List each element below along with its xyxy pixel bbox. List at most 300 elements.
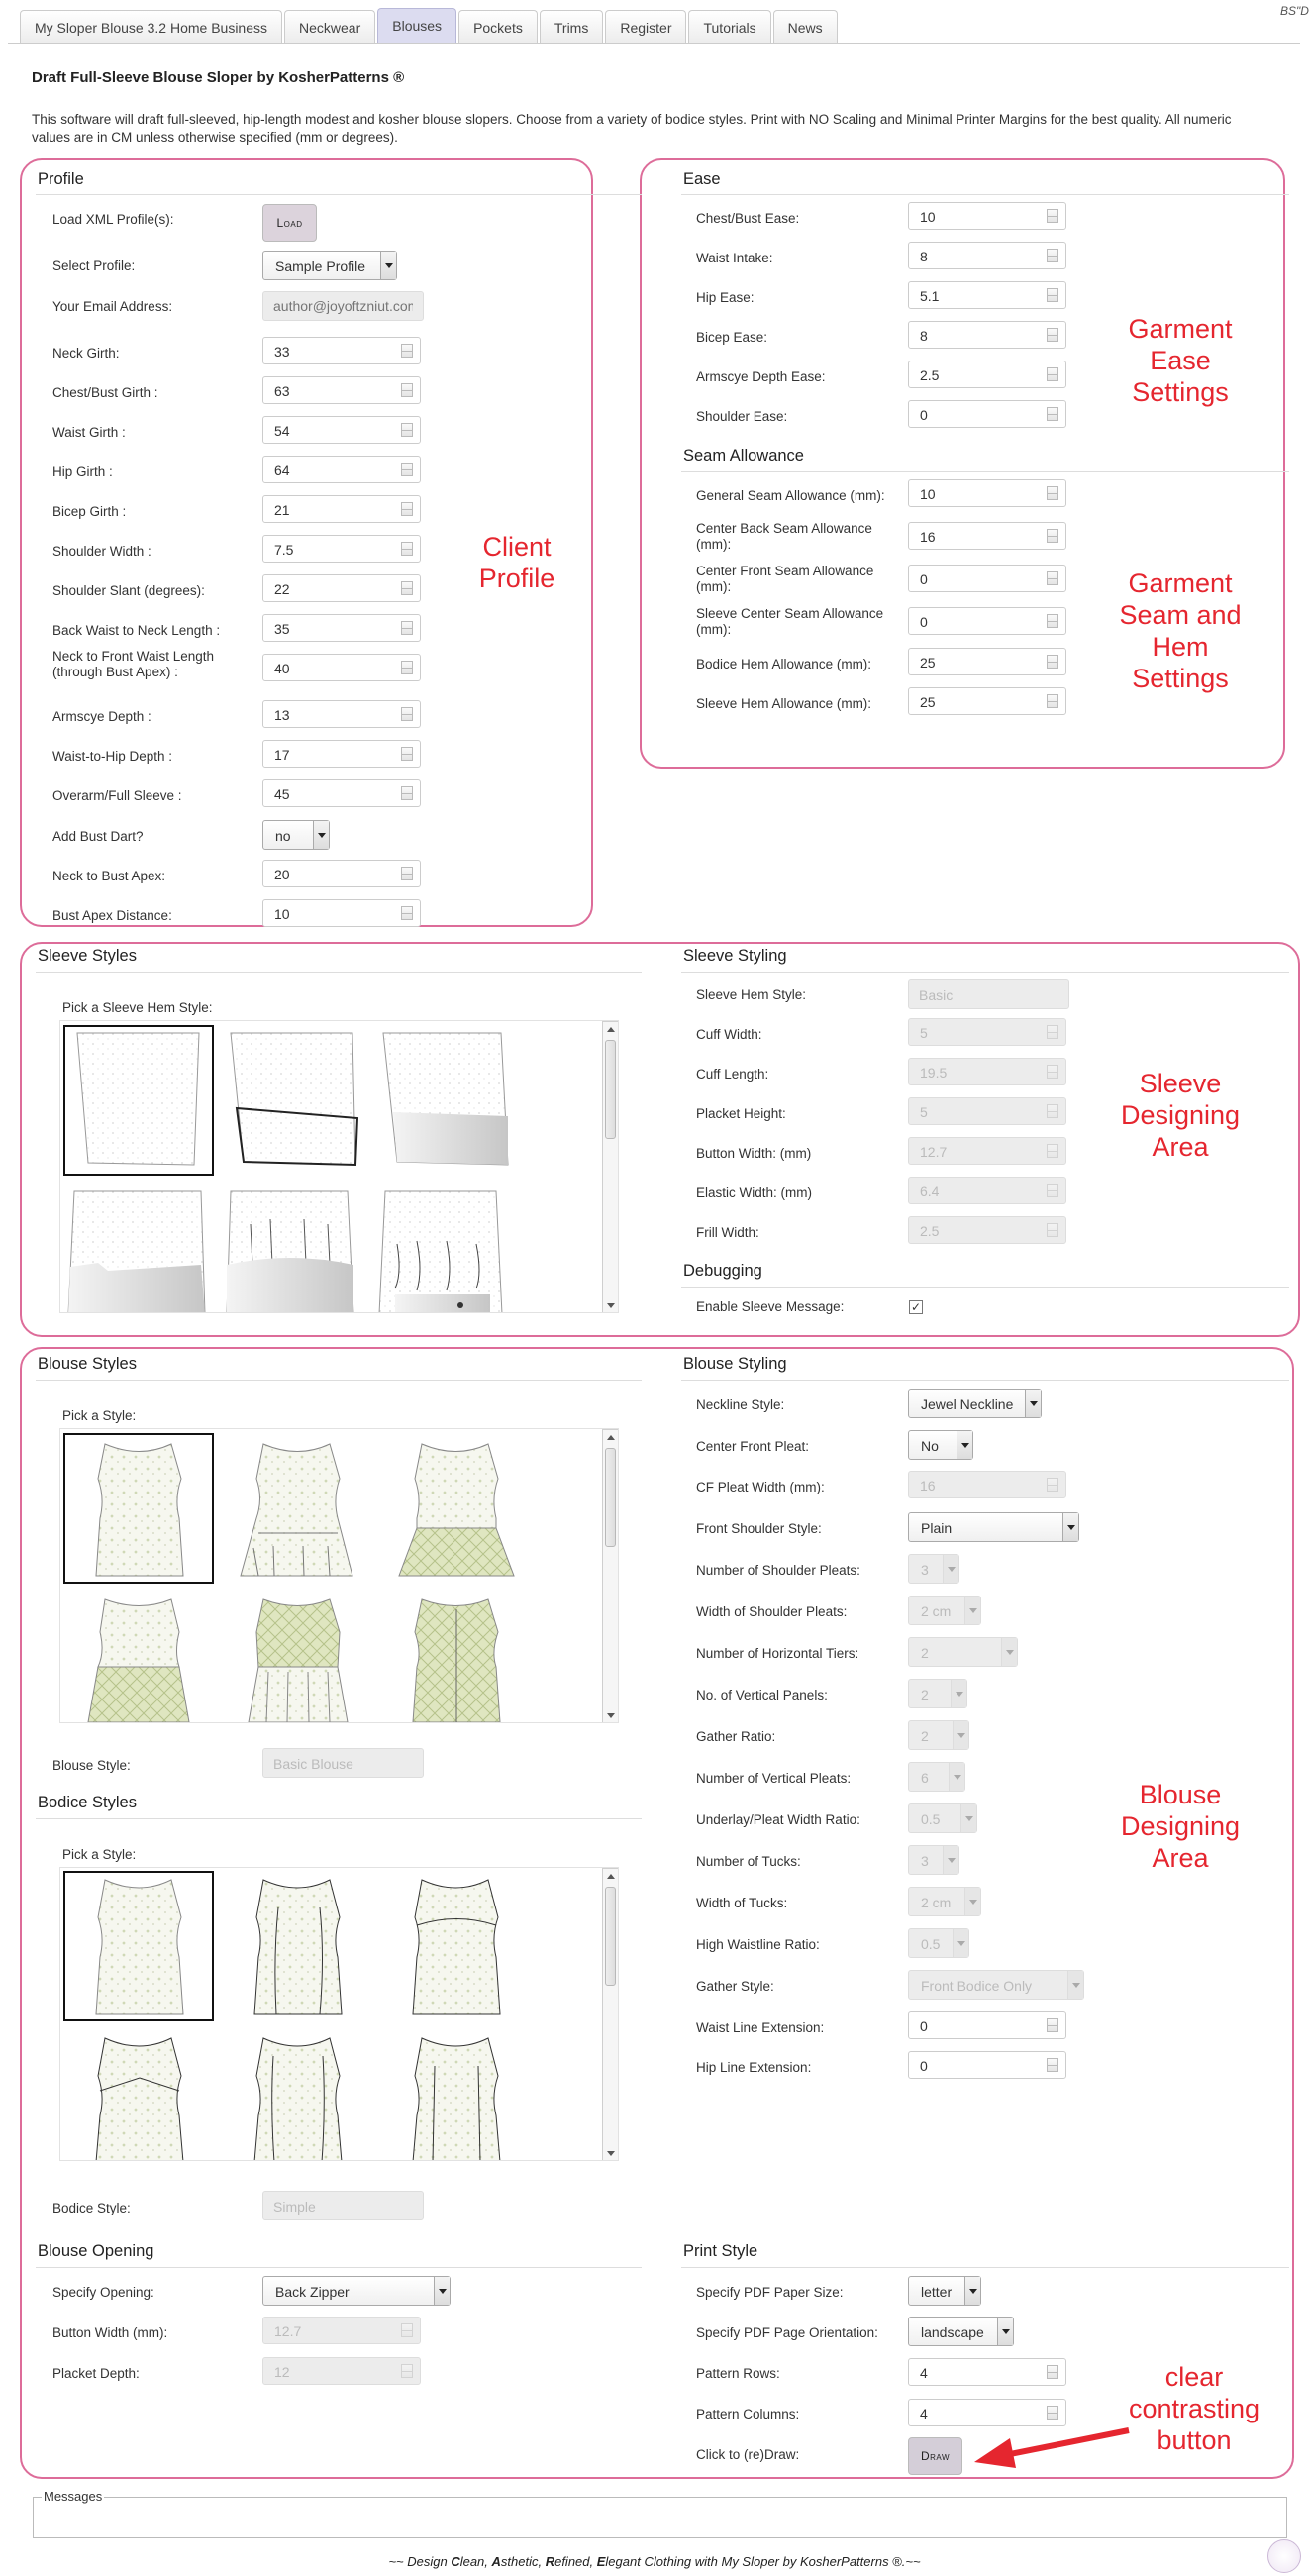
bodice-style-option-simple[interactable] — [64, 1872, 213, 2020]
profile-field-input[interactable] — [262, 614, 421, 642]
bust-apex-input[interactable] — [262, 860, 421, 887]
blouse-styling-label: Width of Tucks: — [696, 1896, 788, 1910]
select-profile-dropdown[interactable] — [262, 251, 397, 280]
bust-dart-select-value: no — [275, 828, 291, 844]
bust-apex-input-value: 10 — [274, 906, 290, 922]
seam-field-input-value: 25 — [920, 694, 936, 710]
spinner-icon[interactable] — [401, 786, 413, 800]
load-button[interactable]: Load — [262, 204, 317, 242]
ease-field-label: Chest/Bust Ease: — [696, 211, 800, 226]
spinner-icon[interactable] — [1047, 407, 1058, 421]
spinner-icon[interactable] — [401, 867, 413, 880]
opening-select[interactable]: Back Zipper — [262, 2276, 451, 2306]
profile-field-input[interactable] — [262, 376, 421, 404]
seam-field-input[interactable] — [908, 607, 1066, 635]
seam-field-label: Sleeve Center Seam Allowance (mm): — [696, 606, 884, 637]
blouse-styling-select-value: 2 — [921, 1728, 929, 1744]
blouse-styling-select-value: Front Bodice Only — [921, 1978, 1033, 1994]
blouse-styling-input[interactable] — [908, 2011, 1066, 2039]
bodice-styles-heading-rule — [36, 1818, 642, 1819]
chevron-down-icon — [1062, 1513, 1078, 1541]
chevron-down-icon — [997, 2318, 1013, 2345]
bust-apex-input-value: 20 — [274, 867, 290, 882]
ease-heading-rule — [681, 194, 1289, 195]
profile-field-input[interactable] — [262, 574, 421, 602]
blouse-style-option-tiered[interactable] — [241, 1444, 352, 1576]
seam-heading: Seam Allowance — [683, 447, 804, 464]
blouse-styling-select[interactable] — [908, 1389, 1042, 1418]
chevron-down-icon — [964, 1597, 980, 1624]
spinner-icon[interactable] — [1047, 655, 1058, 669]
blouse-styling-label: No. of Vertical Panels: — [696, 1688, 828, 1702]
spinner-icon[interactable] — [1047, 1025, 1058, 1039]
blouse-styling-select-value: Jewel Neckline — [921, 1396, 1014, 1412]
blouse-style-pick-label: Pick a Style: — [62, 1408, 137, 1423]
opening-field-input[interactable] — [262, 2357, 421, 2385]
seam-field-input-value: 0 — [920, 571, 928, 587]
sleeve-hem-option-elastic[interactable] — [379, 1191, 502, 1313]
seam-field-label: Bodice Hem Allowance (mm): — [696, 657, 872, 671]
bodice-style-label: Bodice Style: — [52, 2201, 131, 2215]
bodice-style-option-side-panel[interactable] — [413, 2038, 500, 2161]
blouse-opening-heading-rule — [36, 2267, 642, 2268]
seam-field-input[interactable] — [908, 648, 1066, 675]
annotation-arrow-icon — [970, 2417, 1149, 2476]
blouse-styling-select[interactable] — [908, 1554, 959, 1584]
profile-field-input[interactable] — [262, 654, 421, 681]
blouse-styling-label: Number of Tucks: — [696, 1854, 801, 1869]
select-profile-label: Select Profile: — [52, 258, 136, 273]
spinner-icon[interactable] — [401, 383, 413, 397]
tab-neckwear[interactable]: Neckwear — [284, 10, 375, 44]
seam-field-label: Center Front Seam Allowance (mm): — [696, 564, 874, 594]
profile-heading: Profile — [38, 170, 84, 188]
annotation-button: clear contrasting button — [1128, 2362, 1260, 2455]
ease-field-input[interactable] — [908, 361, 1066, 388]
blouse-style-option-vertical[interactable] — [413, 1599, 500, 1722]
bodice-style-option-princess[interactable] — [254, 1880, 342, 2014]
chevron-down-icon — [943, 1555, 958, 1583]
blouse-opening-heading: Blouse Opening — [38, 2242, 154, 2260]
select-profile-dropdown-value: Sample Profile — [275, 258, 366, 274]
seam-field-input-value: 25 — [920, 655, 936, 670]
profile-field-label: Back Waist to Neck Length : — [52, 623, 221, 638]
chevron-down-icon — [951, 1680, 966, 1707]
spinner-icon[interactable] — [1047, 614, 1058, 628]
seam-field-label: Sleeve Hem Allowance (mm): — [696, 696, 872, 711]
chevron-down-icon — [964, 1888, 980, 1915]
ease-field-input-value: 5.1 — [920, 288, 940, 304]
sleeve-hem-option-gathered[interactable] — [227, 1191, 353, 1313]
blouse-styling-select[interactable] — [908, 1512, 1079, 1542]
seam-field-input[interactable] — [908, 479, 1066, 507]
sleeve-hem-style-label: Sleeve Hem Style: — [696, 987, 807, 1002]
sleeve-styling-input-value: 5 — [920, 1025, 928, 1041]
blouse-styles-heading-rule — [36, 1380, 642, 1381]
email-label: Your Email Address: — [52, 299, 173, 314]
profile-field-input-value: 21 — [274, 502, 290, 518]
spinner-icon[interactable] — [401, 2323, 413, 2337]
profile-field-label: Hip Girth : — [52, 464, 113, 479]
profile-field-input[interactable] — [262, 740, 421, 768]
profile-field-input-value: 35 — [274, 621, 290, 637]
bust-apex-input[interactable] — [262, 899, 421, 927]
profile-field-input[interactable] — [262, 495, 421, 523]
blouse-styling-select[interactable] — [908, 1845, 959, 1875]
bodice-gallery-scrollbar[interactable] — [602, 1868, 619, 2161]
blouse-style-option-panel[interactable] — [249, 1599, 348, 1722]
sleeve-styling-heading-rule — [681, 972, 1289, 973]
draw-button[interactable]: Draw — [908, 2437, 962, 2475]
bodice-style-pick-label: Pick a Style: — [62, 1847, 137, 1862]
spinner-icon[interactable] — [401, 661, 413, 674]
spinner-icon[interactable] — [401, 344, 413, 358]
ease-field-input[interactable] — [908, 400, 1066, 428]
profile-field-label: Neck Girth: — [52, 346, 120, 361]
blouse-styling-select-value: No — [921, 1438, 939, 1454]
chevron-down-icon — [1025, 1390, 1041, 1417]
spinner-icon[interactable] — [1047, 1144, 1058, 1158]
spinner-icon[interactable] — [1047, 694, 1058, 708]
ease-field-input[interactable] — [908, 281, 1066, 309]
spinner-icon[interactable] — [1047, 1223, 1058, 1237]
tab-blouses[interactable]: Blouses — [377, 8, 456, 44]
profile-field-input-value: 64 — [274, 463, 290, 478]
debugging-heading-rule — [681, 1287, 1289, 1288]
spinner-icon[interactable] — [1047, 1478, 1058, 1492]
tab-bar — [20, 8, 838, 44]
profile-field-label: Bicep Girth : — [52, 504, 127, 519]
profile-heading-rule — [36, 194, 642, 195]
bodice-style-gallery — [59, 1867, 619, 2161]
ease-field-input-value: 10 — [920, 209, 936, 225]
blouse-styling-select[interactable] — [908, 1637, 1018, 1667]
ease-field-input-value: 0 — [920, 407, 928, 423]
seam-field-input[interactable] — [908, 687, 1066, 715]
tab-pockets[interactable]: Pockets — [458, 10, 538, 44]
sleeve-message-checkbox[interactable]: ✓ — [910, 1300, 922, 1314]
sleeve-styling-input[interactable] — [908, 1018, 1066, 1046]
blouse-styling-select-value: 0.5 — [921, 1936, 941, 1952]
ease-field-label: Bicep Ease: — [696, 330, 768, 345]
spinner-icon[interactable] — [401, 747, 413, 761]
pattern-columns-input[interactable]: 4 — [908, 2399, 1066, 2426]
sleeve-hem-style-field[interactable]: Basic — [908, 979, 1069, 1009]
profile-field-label: Shoulder Width : — [52, 544, 151, 559]
chevron-down-icon — [1067, 1971, 1083, 1999]
spinner-icon[interactable] — [1047, 249, 1058, 262]
seam-field-input-value: 0 — [920, 614, 928, 630]
spinner-icon[interactable] — [1047, 486, 1058, 500]
pattern-rows-input[interactable]: 4 — [908, 2358, 1066, 2386]
profile-field-input-value: 40 — [274, 661, 290, 676]
print-style-heading-rule — [681, 2267, 1289, 2268]
seam-heading-rule — [681, 471, 1289, 472]
blouse-styling-select[interactable] — [908, 1720, 969, 1750]
blouse-styling-select-value: 2 cm — [921, 1603, 952, 1619]
ease-field-label: Hip Ease: — [696, 290, 755, 305]
spinner-icon[interactable] — [401, 463, 413, 476]
tab-tutorials[interactable]: Tutorials — [688, 10, 770, 44]
orientation-label: Specify PDF Page Orientation: — [696, 2325, 878, 2340]
seam-field-label: Center Back Seam Allowance (mm): — [696, 521, 872, 552]
profile-field-label: Overarm/Full Sleeve : — [52, 788, 182, 803]
page-title: Draft Full-Sleeve Blouse Sloper by KosherPatterns ® — [32, 69, 405, 86]
bodice-style-option-panel[interactable] — [254, 2038, 342, 2161]
profile-field-input-value: 17 — [274, 747, 290, 763]
spinner-icon[interactable] — [401, 502, 413, 516]
bodice-style-option-empire[interactable] — [96, 2038, 183, 2161]
profile-field-input-value: 22 — [274, 581, 290, 597]
blouse-styling-input-value: 0 — [920, 2058, 928, 2074]
bodice-style-field[interactable]: Simple — [262, 2191, 424, 2220]
profile-field-input-value: 63 — [274, 383, 290, 399]
paper-size-label: Specify PDF Paper Size: — [696, 2285, 844, 2300]
tab-my-sloper-blouse-3-2-home-business[interactable]: My Sloper Blouse 3.2 Home Business — [20, 10, 282, 44]
blouse-styling-select[interactable] — [908, 1596, 981, 1625]
chevron-down-icon — [434, 2277, 450, 2305]
sleeve-styling-input-value: 2.5 — [920, 1223, 940, 1239]
sleeve-styling-label: Placket Height: — [696, 1106, 786, 1121]
profile-field-label: Chest/Bust Girth : — [52, 385, 158, 400]
ease-field-input[interactable] — [908, 202, 1066, 230]
sleeve-styling-heading: Sleeve Styling — [683, 947, 787, 965]
sleeve-hem-pick-label: Pick a Sleeve Hem Style: — [62, 1000, 213, 1015]
blouse-styling-select-value: 3 — [921, 1562, 929, 1578]
blouse-style-option-basic[interactable] — [64, 1434, 213, 1583]
sleeve-styling-label: Cuff Length: — [696, 1067, 769, 1082]
sleeve-hem-gallery — [59, 1020, 619, 1313]
blouse-styling-label: Underlay/Pleat Width Ratio: — [696, 1812, 860, 1827]
sleeve-styling-input-value: 6.4 — [920, 1184, 940, 1199]
tab-divider — [8, 43, 1300, 44]
spinner-icon[interactable] — [1047, 2018, 1058, 2032]
tab-news[interactable]: News — [773, 10, 838, 44]
spinner-icon[interactable] — [1047, 367, 1058, 381]
sleeve-styling-input-value: 12.7 — [920, 1144, 948, 1160]
chevron-down-icon — [1001, 1638, 1017, 1666]
sleeve-hem-option-cuff[interactable] — [231, 1033, 357, 1165]
seam-field-input-value: 16 — [920, 529, 936, 545]
chevron-down-icon — [313, 821, 329, 849]
ease-field-label: Shoulder Ease: — [696, 409, 788, 424]
debugging-heading: Debugging — [683, 1262, 762, 1280]
profile-field-input-value: 13 — [274, 707, 290, 723]
sleeve-styling-input[interactable] — [908, 1058, 1066, 1085]
spinner-icon[interactable] — [1047, 288, 1058, 302]
blouse-styling-select-value: 3 — [921, 1853, 929, 1869]
profile-field-input[interactable] — [262, 700, 421, 728]
corner-text: BS"D — [1280, 4, 1309, 18]
blouse-styling-select[interactable] — [908, 1928, 969, 1958]
sleeve-hem-option-wide-cuff[interactable] — [383, 1033, 508, 1165]
opening-field-input[interactable] — [262, 2317, 421, 2344]
blouse-styling-input[interactable] — [908, 2051, 1066, 2079]
sleeve-styling-input-value: 19.5 — [920, 1065, 948, 1081]
profile-field-input-value: 54 — [274, 423, 290, 439]
sleeve-styling-input-value: 5 — [920, 1104, 928, 1120]
profile-field-input-value: 33 — [274, 344, 290, 360]
blouse-styling-label: Number of Vertical Pleats: — [696, 1771, 852, 1786]
profile-field-input[interactable] — [262, 779, 421, 807]
draw-label: Click to (re)Draw: — [696, 2447, 800, 2462]
messages-box — [33, 2497, 1287, 2538]
spinner-icon[interactable] — [1047, 529, 1058, 543]
blouse-styling-select[interactable] — [908, 1887, 981, 1916]
profile-field-input-value: 45 — [274, 786, 290, 802]
spinner-icon[interactable] — [1047, 328, 1058, 342]
profile-field-label: Shoulder Slant (degrees): — [52, 583, 205, 598]
spinner-icon[interactable] — [1047, 1065, 1058, 1079]
tab-register[interactable]: Register — [605, 10, 686, 44]
ease-field-input-value: 2.5 — [920, 367, 940, 383]
ease-field-label: Armscye Depth Ease: — [696, 369, 826, 384]
seam-field-input[interactable] — [908, 522, 1066, 550]
blouse-styling-label: Number of Horizontal Tiers: — [696, 1646, 859, 1661]
ease-field-label: Waist Intake: — [696, 251, 773, 265]
spinner-icon[interactable] — [401, 621, 413, 635]
opening-field-label: Placket Depth: — [52, 2366, 140, 2381]
blouse-styling-select-value: 2 cm — [921, 1895, 952, 1910]
blouse-styling-label: Gather Ratio: — [696, 1729, 776, 1744]
pattern-rows-label: Pattern Rows: — [696, 2366, 780, 2381]
sleeve-styling-label: Cuff Width: — [696, 1027, 762, 1042]
spinner-icon[interactable] — [1047, 571, 1058, 585]
blouse-styling-select[interactable] — [908, 1762, 965, 1792]
opening-label: Specify Opening: — [52, 2285, 154, 2300]
blouse-styling-label: Front Shoulder Style: — [696, 1521, 822, 1536]
spinner-icon[interactable] — [1047, 1184, 1058, 1197]
spinner-icon[interactable] — [1047, 2365, 1058, 2379]
seam-field-input-value: 10 — [920, 486, 936, 502]
chevron-down-icon — [949, 1763, 964, 1791]
spinner-icon[interactable] — [1047, 1104, 1058, 1118]
sleeve-styling-input[interactable] — [908, 1216, 1066, 1244]
blouse-styles-heading: Blouse Styles — [38, 1355, 137, 1373]
blouse-styling-select[interactable] — [908, 1803, 977, 1833]
sleeve-hem-option-flare[interactable] — [68, 1191, 205, 1313]
annotation-client-profile: Client Profile — [478, 532, 555, 593]
ease-field-input[interactable] — [908, 242, 1066, 269]
blouse-styling-heading-rule — [681, 1380, 1289, 1381]
sleeve-styling-label: Button Width: (mm) — [696, 1146, 812, 1161]
blouse-styling-input-value: 0 — [920, 2018, 928, 2034]
bust-apex-label: Neck to Bust Apex: — [52, 869, 166, 883]
blouse-styling-label: Waist Line Extension: — [696, 2020, 825, 2035]
sleeve-styling-input[interactable] — [908, 1177, 1066, 1204]
chevron-down-icon — [953, 1929, 968, 1957]
blouse-styling-select[interactable] — [908, 1679, 967, 1708]
email-field[interactable] — [262, 291, 424, 321]
sleeve-styling-input[interactable] — [908, 1097, 1066, 1125]
bust-apex-label: Bust Apex Distance: — [52, 908, 172, 923]
bodice-style-option-yoke[interactable] — [413, 1880, 500, 2014]
spinner-icon[interactable] — [1047, 2058, 1058, 2072]
profile-field-label: Armscye Depth : — [52, 709, 151, 724]
blouse-styling-select-value: 2 — [921, 1645, 929, 1661]
blouse-styling-heading: Blouse Styling — [683, 1355, 787, 1373]
blouse-styling-label: High Waistline Ratio: — [696, 1937, 820, 1952]
profile-field-label: Waist-to-Hip Depth : — [52, 749, 173, 764]
profile-field-input-value: 7.5 — [274, 542, 294, 558]
blouse-styling-label: CF Pleat Width (mm): — [696, 1480, 825, 1494]
print-style-heading: Print Style — [683, 2242, 758, 2260]
blouse-style-thumbnails — [60, 1429, 600, 1723]
sleeve-hem-option-basic[interactable] — [64, 1026, 213, 1175]
opening-field-label: Button Width (mm): — [52, 2325, 168, 2340]
profile-field-label: Neck to Front Waist Length (through Bust Apex) : — [52, 649, 215, 679]
blouse-styling-label: Hip Line Extension: — [696, 2060, 812, 2075]
chevron-down-icon — [960, 1804, 976, 1832]
profile-field-input[interactable] — [262, 416, 421, 444]
blouse-style-field[interactable]: Basic Blouse — [262, 1748, 424, 1778]
spinner-icon[interactable] — [1047, 209, 1058, 223]
spinner-icon[interactable] — [401, 542, 413, 556]
sleeve-styling-label: Frill Width: — [696, 1225, 759, 1240]
blouse-styling-label: Gather Style: — [696, 1979, 774, 1994]
bodice-styles-heading: Bodice Styles — [38, 1794, 137, 1811]
paper-size-select[interactable]: letter — [908, 2276, 981, 2306]
blouse-style-option-yoke-peplum[interactable] — [88, 1599, 189, 1722]
spinner-icon[interactable] — [401, 581, 413, 595]
sleeve-hem-thumbnails — [60, 1021, 600, 1313]
sleeve-gallery-scrollbar[interactable] — [602, 1021, 619, 1313]
spinner-icon[interactable] — [401, 423, 413, 437]
profile-field-input[interactable] — [262, 456, 421, 483]
load-profile-label: Load XML Profile(s): — [52, 212, 174, 227]
tab-trims[interactable]: Trims — [540, 10, 603, 44]
opening-field-input-value: 12.7 — [274, 2323, 302, 2339]
orientation-select[interactable]: landscape — [908, 2317, 1014, 2346]
intro-text: This software will draft full-sleeved, hip-length modest and kosher blouse slopers. Choose from a variety of bodice styles. Print with NO Scaling and Minimal Printer Margins for the best quality. All numeric values are in CM unless otherwise specified (mm or degrees). — [32, 112, 1232, 145]
profile-field-input[interactable] — [262, 535, 421, 563]
blouse-styling-label: Number of Shoulder Pleats: — [696, 1563, 860, 1578]
spinner-icon[interactable] — [401, 2364, 413, 2378]
ease-heading: Ease — [683, 170, 721, 188]
spinner-icon[interactable] — [401, 906, 413, 920]
blouse-styling-select[interactable] — [908, 1430, 973, 1460]
bust-dart-select[interactable] — [262, 820, 330, 850]
blouse-styling-select-value: 2 — [921, 1687, 929, 1702]
spinner-icon[interactable] — [401, 707, 413, 721]
chevron-down-icon — [957, 1431, 972, 1459]
sleeve-styles-heading-rule — [36, 972, 642, 973]
profile-field-label: Waist Girth : — [52, 425, 126, 440]
blouse-style-option-peplum[interactable] — [399, 1444, 514, 1576]
bust-dart-label: Add Bust Dart? — [52, 829, 144, 844]
blouse-styling-label: Center Front Pleat: — [696, 1439, 810, 1454]
blouse-styling-select[interactable] — [908, 1970, 1084, 2000]
messages-label: Messages — [44, 2489, 103, 2504]
blouse-style-label: Blouse Style: — [52, 1758, 131, 1773]
profile-field-input[interactable] — [262, 337, 421, 364]
blouse-styling-input-value: 16 — [920, 1478, 936, 1494]
chevron-down-icon — [943, 1846, 958, 1874]
sleeve-styling-input[interactable] — [908, 1137, 1066, 1165]
bodice-style-thumbnails — [60, 1868, 600, 2161]
blouse-gallery-scrollbar[interactable] — [602, 1429, 619, 1723]
blouse-styling-label: Neckline Style: — [696, 1397, 785, 1412]
annotation-blouse: Blouse Designing Area — [1120, 1780, 1241, 1873]
blouse-styling-input[interactable] — [908, 1471, 1066, 1498]
ease-field-input-value: 8 — [920, 328, 928, 344]
annotation-sleeve: Sleeve Designing Area — [1120, 1069, 1241, 1162]
sleeve-styles-heading: Sleeve Styles — [38, 947, 137, 965]
seam-field-input[interactable] — [908, 565, 1066, 592]
ease-field-input[interactable] — [908, 321, 1066, 349]
blouse-styling-label: Width of Shoulder Pleats: — [696, 1604, 848, 1619]
chevron-down-icon — [380, 252, 396, 279]
